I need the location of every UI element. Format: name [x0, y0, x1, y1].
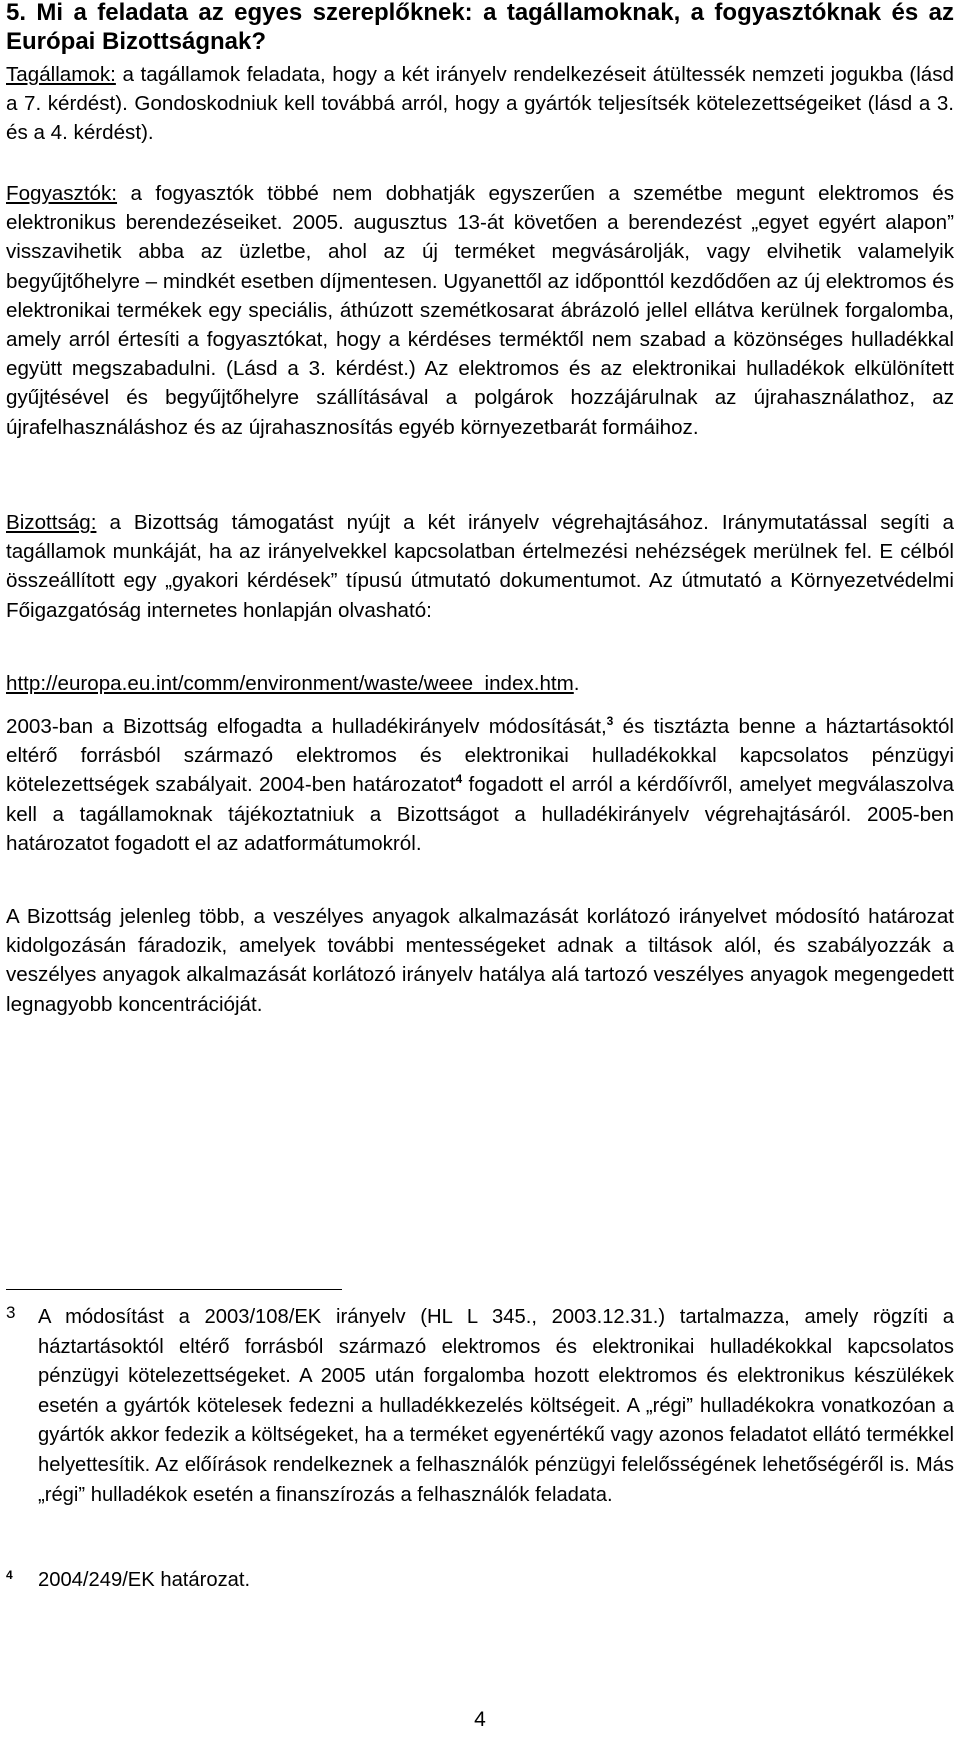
- paragraph-member-states: [6, 60, 954, 148]
- footnote-3-number: 3: [6, 1303, 16, 1322]
- member-states-label: Tagállamok:: [6, 63, 116, 86]
- paragraph-commission: [6, 508, 954, 625]
- footnote-separator: [6, 1289, 342, 1290]
- paragraph-2003: [6, 712, 954, 858]
- page-number: 4: [474, 1708, 486, 1731]
- weee-link[interactable]: http://europa.eu.int/comm/environment/waste/weee_index.htm: [6, 672, 574, 695]
- commission-text: a Bizottság támogatást nyújt a két irányelv végrehajtásához. Iránymutatással segíti a tagállamok munkáját, ha az irányelvekkel kapcsolatban értelmezési nehézségek merülnek fel. E célból összeállított egy „gyakori kérdések” típusú útmutató dokumentumot. Az útmutató a Környezetvédelmi Főigazgatóság internetes honlapján olvasható:: [6, 511, 954, 622]
- paragraph-consumers: [6, 179, 954, 442]
- link-trailing: .: [573, 672, 580, 695]
- paragraph-link: [6, 669, 954, 698]
- footnote-4-number: 4: [6, 1568, 13, 1582]
- member-states-text: a tagállamok feladata, hogy a két irányelv rendelkezéseit átültessék nemzeti jogukba (lásd a 7. kérdést). Gondoskodniuk kell továbbá arról, hogy a gyártók teljesítsék kötelezettségeiket (lásd a 3. és a 4. kérdést).: [6, 63, 954, 145]
- footnote-ref-4[interactable]: 4: [455, 772, 463, 787]
- p4-part-c: fogadott el arról a kérdőívről, amelyet megválaszolva kell a tagállamoknak tájékoztatniuk a Bizottságot a hulladékirányelv végrehajtásáról. 2005-ben határozatot fogadott el az adatformátumokról.: [6, 773, 954, 855]
- paragraph-current-work: A Bizottság jelenleg több, a veszélyes anyagok alkalmazását korlátozó irányelvet módosító határozat kidolgozásán fáradozik, amelyek további mentességeket adnak a tiltások alól, és szabályozzák a veszélyes anyagok alkalmazását korlátozó irányelv hatálya alá tartozó veszélyes anyagok megengedett legnagyobb koncentrációját.: [6, 905, 954, 1016]
- footnote-4: [6, 1566, 954, 1596]
- footnote-3: [6, 1303, 954, 1510]
- consumers-label: Fogyasztók:: [6, 182, 118, 205]
- p4-part-a: 2003-ban a Bizottság elfogadta a hulladékirányelv módosítását,: [6, 715, 607, 738]
- footnote-3-text: A módosítást a 2003/108/EK irányelv (HL L 345., 2003.12.31.) tartalmazza, amely rögzíti a háztartásoktól eltérő forrásból származó elektromos és elektronikai hulladékokkal kapcsolatos pénzügyi kötelezettségeket. A 2005 után forgalomba hozott elektromos és elektronikus készülékek esetén a gyártók kötelesek fedezni a hulladékkezelés költségeit. A „régi” hulladékokra vonatkozóan a gyártók akkor fedezik a költségeket, ha a terméket egyenértékű vagy azonos feladatot ellátó termékkel helyettesítik. Az előírások rendelkeznek a felhasználók pénzügyi felelősségének lehetőségéről is. Más „régi” hulladékok esetén a finanszírozás a felhasználók feladata.: [38, 1306, 954, 1506]
- consumers-text: a fogyasztók többé nem dobhatják egyszerűen a szemétbe megunt elektromos és elektronikus berendezéseiket. 2005. augusztus 13-át követően a berendezést „egyet egyért alapon” visszavihetik abba az üzletbe, ahol az új terméket megvásárolják, vagy elvihetik valamelyik begyűjtőhelyre – mindkét esetben díjmentesen. Ugyanettől az időponttól kezdődően az új elektromos és elektronikai termékek egy speciális, áthúzott szemétkosarat ábrázoló jellel ellátva kerülnek forgalomba, amely arról értesíti a fogyasztókat, hogy a kérdéses terméktől nem szabad a közönséges hulladékkal együtt megszabadulni. (Lásd a 3. kérdést.) Az elektromos és az elektronikai hulladékok elkülönített gyűjtésével és begyűjtőhelyre szállításával a polgárok hozzájárulnak az újrahasználathoz, az újrafelhasználáshoz és az újrahasznosítás egyéb környezetbarát formáihoz.: [6, 182, 954, 439]
- commission-label: Bizottság:: [6, 511, 97, 534]
- p4-part-b: és tisztázta benne a háztartásoktól eltérő forrásból származó elektromos és elektronikai hulladékokkal kapcsolatos pénzügyi kötelezettségek szabályait. 2004-ben határozatot: [6, 715, 954, 797]
- section-heading: 5. Mi a feladata az egyes szereplőknek: a tagállamoknak, a fogyasztóknak és az Európai Bizottságnak?: [6, 0, 954, 55]
- footnote-ref-3[interactable]: 3: [606, 714, 614, 729]
- footnote-4-text: 2004/249/EK határozat.: [38, 1569, 251, 1591]
